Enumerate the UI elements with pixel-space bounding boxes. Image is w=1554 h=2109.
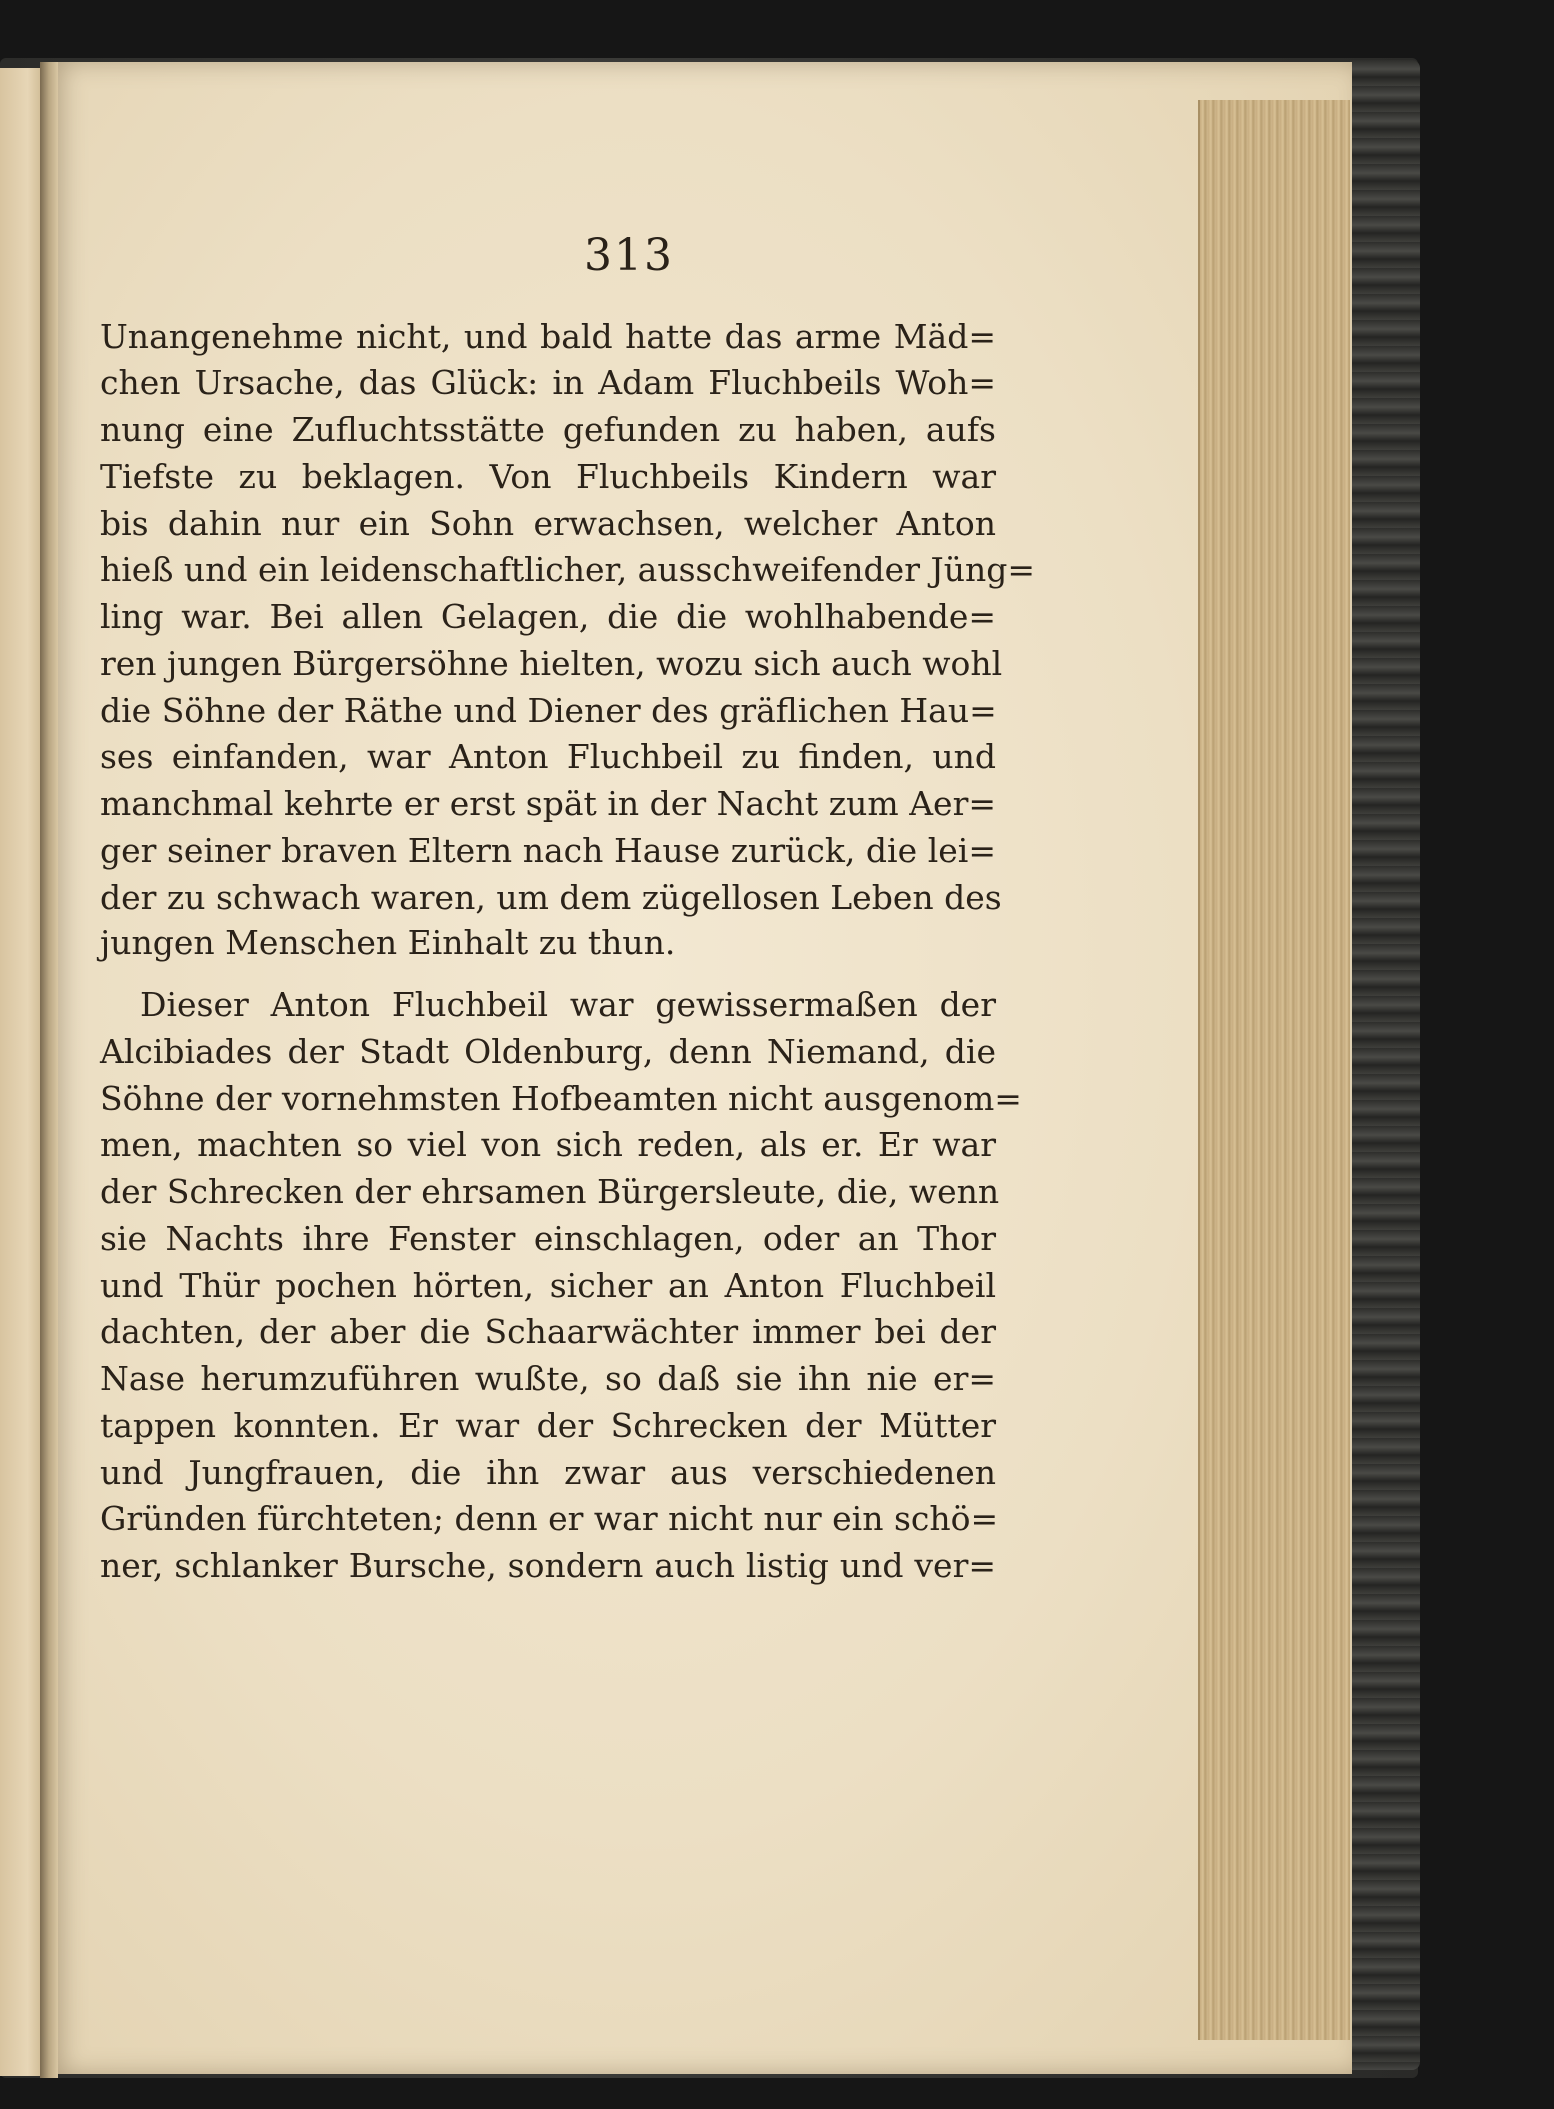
page-stack-edges [1198,100,1350,2040]
text-line: die Söhne der Räthe und Diener des gräflichen Hau= [100,691,997,730]
text-line: dachten, der aber die Schaarwächter immer bei der [100,1312,996,1351]
text-line: ren jungen Bürgersöhne hielten, wozu sich auch wohl [100,644,1003,683]
text-line: der zu schwach waren, um dem zügellosen Leben des [100,878,1002,917]
text-line: men, machten so viel von sich reden, als er. Er war [100,1125,996,1164]
text-line: Gründen fürchteten; denn er war nicht nur ein schö= [100,1499,999,1538]
text-line: ses einfanden, war Anton Fluchbeil zu finden, und [100,737,996,776]
text-line: und Thür pochen hörten, sicher an Anton Fluchbeil [100,1266,996,1305]
text-line: Söhne der vornehmsten Hofbeamten nicht ausgenom= [100,1079,1022,1118]
text-line: tappen konnten. Er war der Schrecken der Mütter [100,1406,996,1445]
text-line: und Jungfrauen, die ihn zwar aus verschiedenen [100,1453,996,1492]
text-line: ner, schlanker Bursche, sondern auch listig und ver= [100,1546,996,1585]
text-line: der Schrecken der ehrsamen Bürgersleute, die, wenn [100,1172,1000,1211]
text-line: Alcibiades der Stadt Oldenburg, denn Niemand, die [100,1032,996,1071]
text-line: Dieser Anton Fluchbeil war gewissermaßen der [140,985,996,1024]
page-number: 313 [584,230,674,281]
text-line: Unangenehme nicht, und bald hatte das arme Mäd= [100,317,996,356]
text-line: sie Nachts ihre Fenster einschlagen, oder an Thor [100,1219,996,1258]
text-line: Tiefste zu beklagen. Von Fluchbeils Kindern war [100,457,996,496]
text-line: jungen Menschen Einhalt zu thun. [100,923,676,962]
text-line: bis dahin nur ein Sohn erwachsen, welcher Anton [100,504,996,543]
text-line: chen Ursache, das Glück: in Adam Fluchbeils Woh= [100,363,996,402]
text-line: nung eine Zufluchtsstätte gefunden zu haben, aufs [100,410,996,449]
book-gutter [40,62,58,2078]
text-line: hieß und ein leidenschaftlicher, ausschweifender Jüng= [100,550,1035,589]
text-line: Nase herumzuführen wußte, so daß sie ihn nie er= [100,1359,996,1398]
book-cover-edge [1350,60,1420,2070]
text-line: manchmal kehrte er erst spät in der Nacht zum Aer= [100,784,996,823]
text-line: ger seiner braven Eltern nach Hause zurück, die lei= [100,831,996,870]
text-line: ling war. Bei allen Gelagen, die die wohlhabende= [100,597,996,636]
